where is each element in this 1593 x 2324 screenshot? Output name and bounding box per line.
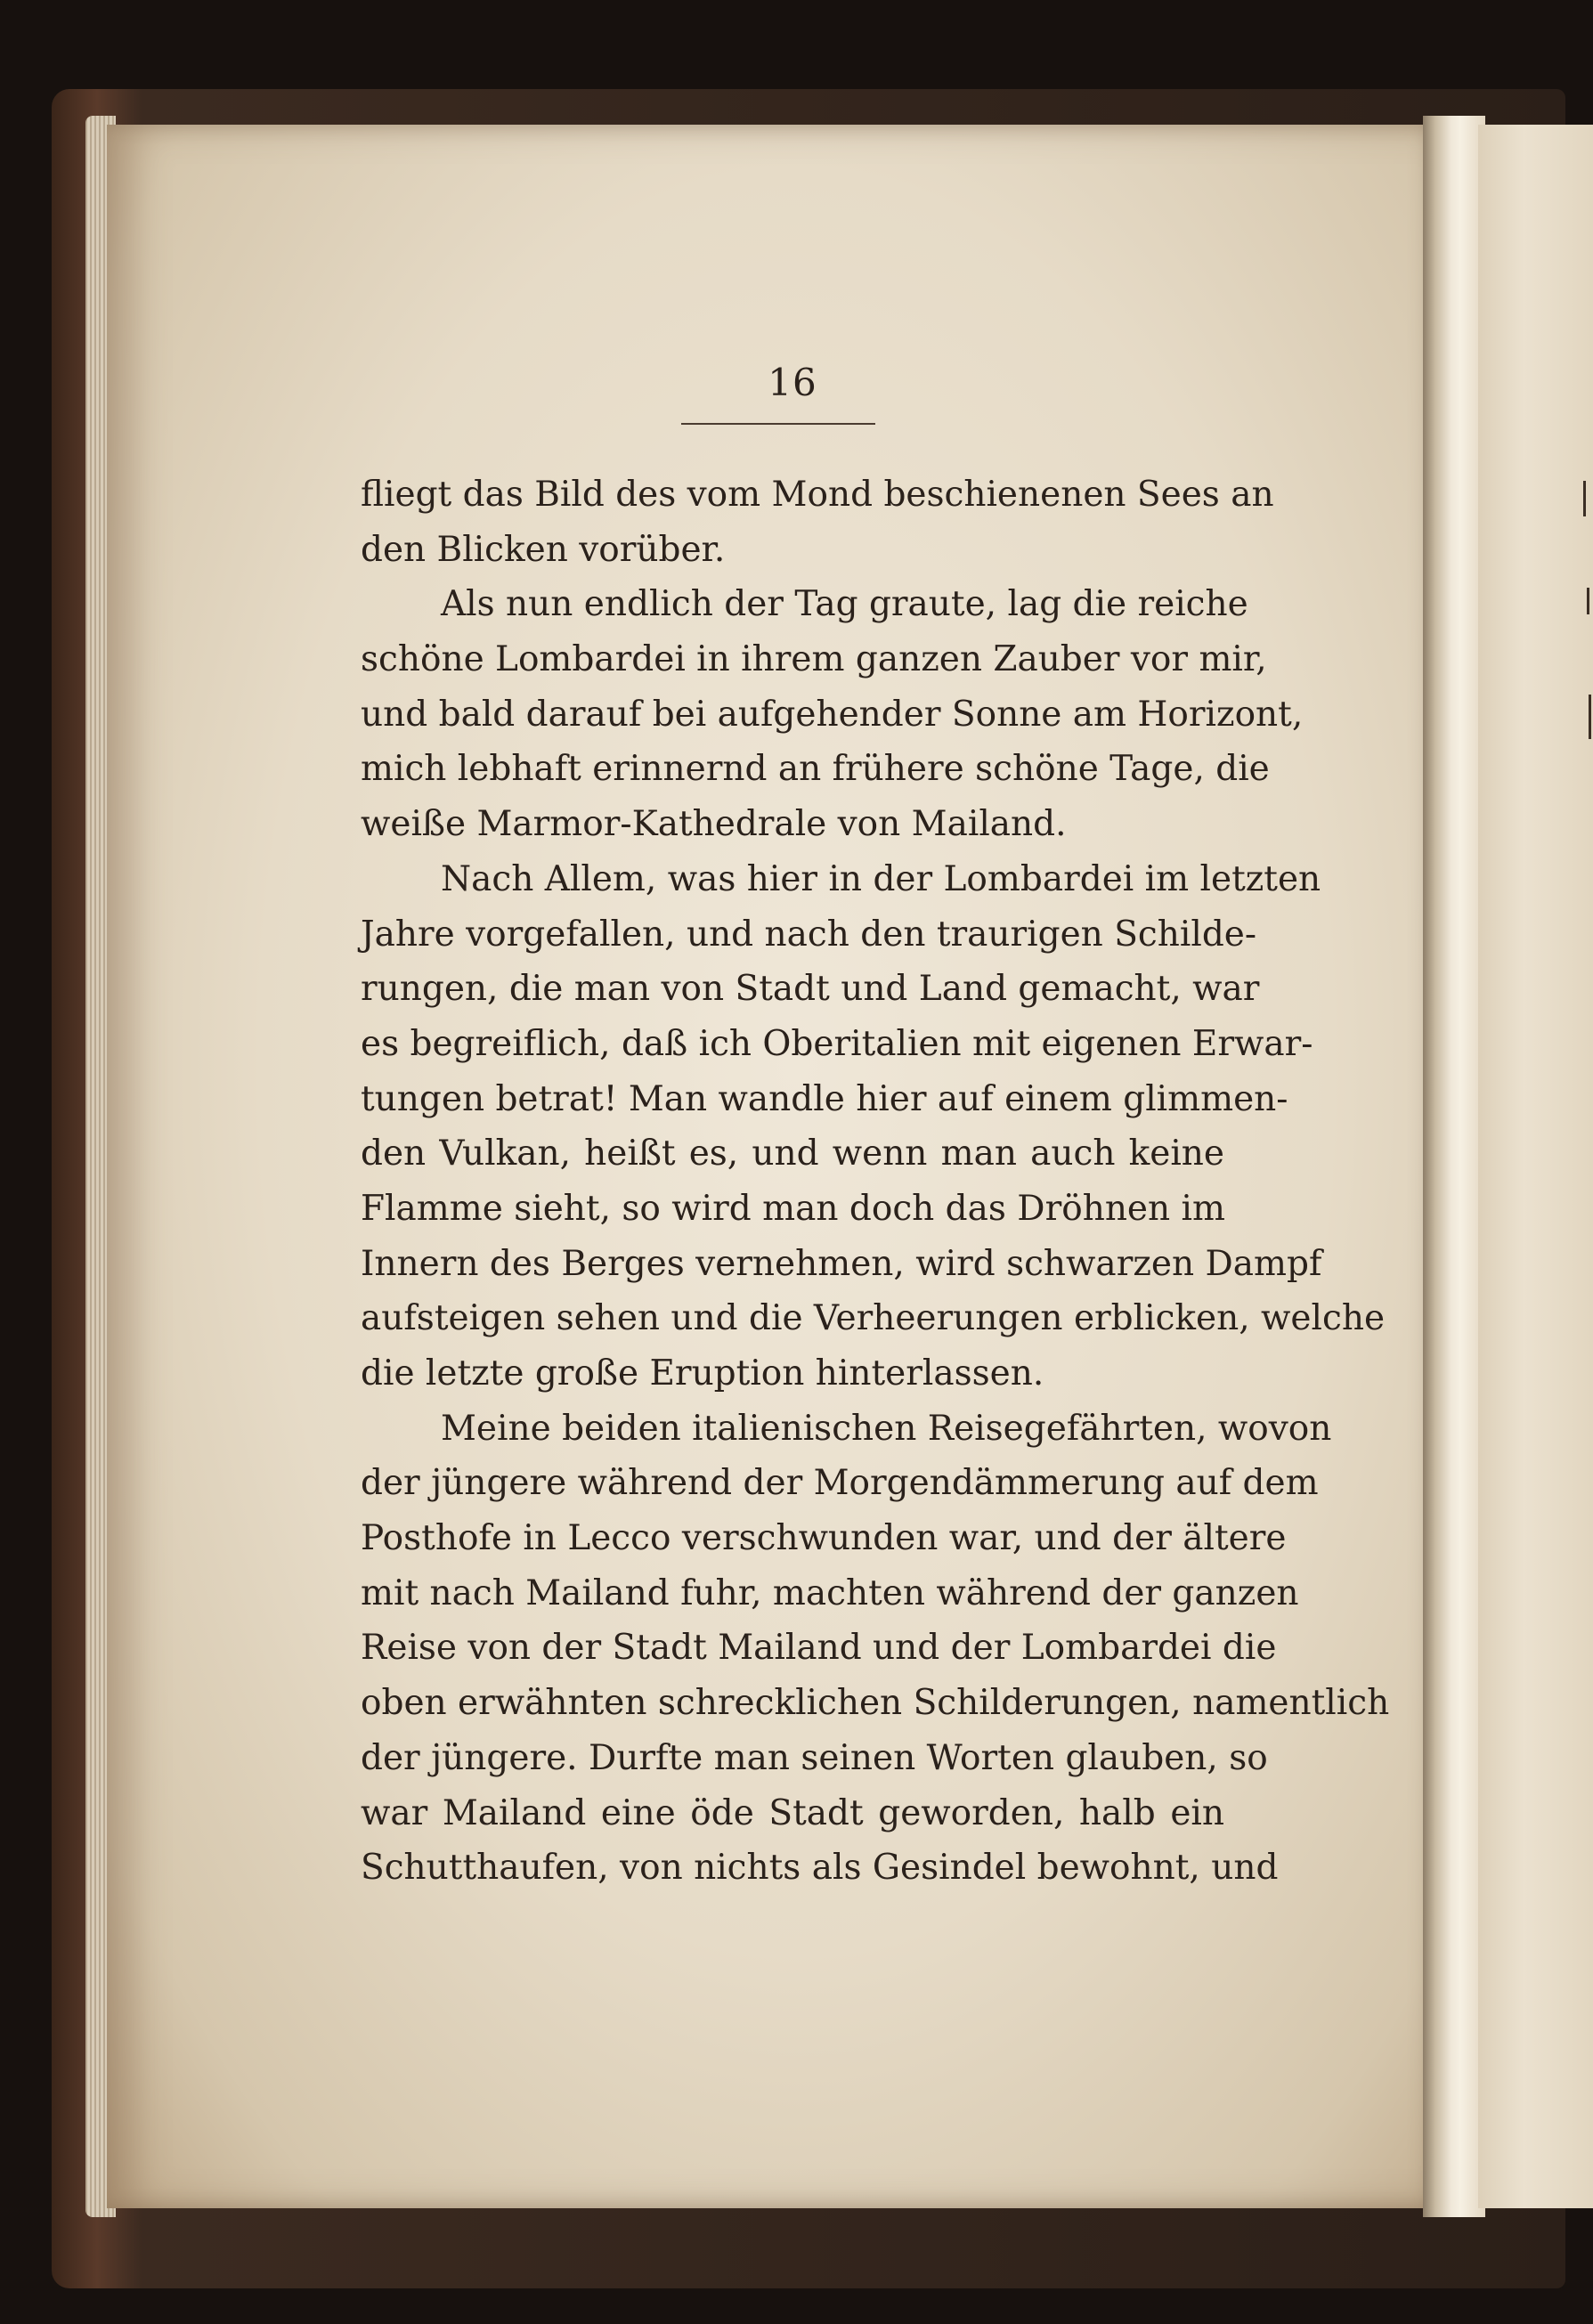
text-line: oben erwähnten schrecklichen Schilderungen, namentlich bbox=[361, 1683, 1390, 1724]
text-line: Jahre vorgefallen, und nach den traurigen Schilde- bbox=[361, 914, 1257, 955]
text-line: war Mailand eine öde Stadt geworden, halb ein bbox=[361, 1792, 1224, 1833]
body-text bbox=[361, 467, 1390, 1896]
margin-mark bbox=[1583, 481, 1586, 516]
text-line: den Blicken vorüber. bbox=[361, 529, 726, 570]
text-line: und bald darauf bei aufgehender Sonne am Horizont, bbox=[361, 694, 1304, 735]
text-line: es begreiflich, daß ich Oberitalien mit eigenen Erwar- bbox=[361, 1023, 1313, 1064]
text-line: mit nach Mailand fuhr, machten während der ganzen bbox=[361, 1572, 1299, 1613]
text-line: den Vulkan, heißt es, und wenn man auch keine bbox=[361, 1134, 1224, 1174]
book-gutter bbox=[1423, 116, 1485, 2217]
text-line: mich lebhaft erinnernd an frühere schöne Tage, die bbox=[361, 749, 1270, 790]
text-line: weiße Marmor-Kathedrale von Mailand. bbox=[361, 804, 1067, 845]
text-line: tungen betrat! Man wandle hier auf einem glimmen- bbox=[361, 1078, 1288, 1119]
text-line: Innern des Berges vernehmen, wird schwarzen Dampf bbox=[361, 1243, 1322, 1284]
margin-mark bbox=[1587, 588, 1589, 614]
text-line: der jüngere. Durfte man seinen Worten glauben, so bbox=[361, 1737, 1268, 1778]
header-rule bbox=[681, 423, 875, 425]
text-line: die letzte große Eruption hinterlassen. bbox=[361, 1353, 1044, 1394]
text-line: schöne Lombardei in ihrem ganzen Zauber vor mir, bbox=[361, 639, 1267, 680]
text-line: Flamme sieht, so wird man doch das Dröhnen im bbox=[361, 1188, 1225, 1229]
text-line: Meine beiden italienischen Reisegefährten, wovon bbox=[441, 1408, 1332, 1449]
margin-mark bbox=[1589, 695, 1591, 739]
text-line: Posthofe in Lecco verschwunden war, und der ältere bbox=[361, 1518, 1287, 1559]
text-line: Reise von der Stadt Mailand und der Lombardei die bbox=[361, 1628, 1277, 1669]
text-line: aufsteigen sehen und die Verheerungen erblicken, welche bbox=[361, 1298, 1386, 1339]
text-line: Als nun endlich der Tag graute, lag die reiche bbox=[441, 584, 1248, 625]
text-line: Nach Allem, was hier in der Lombardei im letzten bbox=[441, 858, 1321, 899]
text-line: Schutthaufen, von nichts als Gesindel bewohnt, und bbox=[361, 1848, 1279, 1889]
page-number: 16 bbox=[768, 361, 817, 404]
text-line: fliegt das Bild des vom Mond beschienenen Sees an bbox=[361, 475, 1274, 515]
text-line: rungen, die man von Stadt und Land gemacht, war bbox=[361, 969, 1260, 1010]
text-line: der jüngere während der Morgendämmerung auf dem bbox=[361, 1463, 1319, 1504]
right-page-edge bbox=[1478, 125, 1593, 2208]
